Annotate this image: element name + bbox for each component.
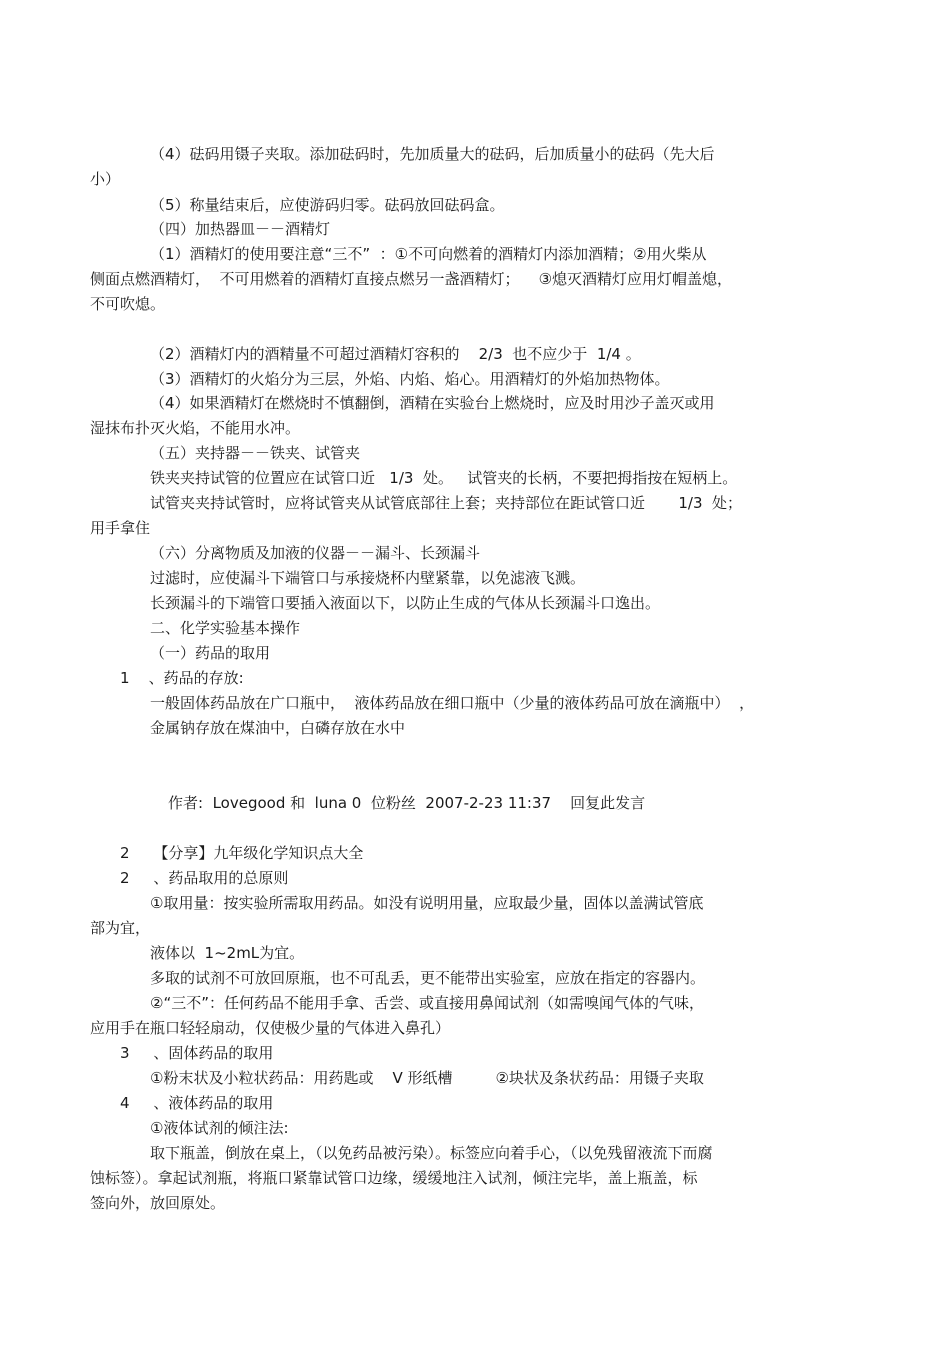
text-line: 过滤时，应使漏斗下端管口与承接烧杯内壁紧靠，以免滤液飞溅。 [150, 569, 586, 587]
text-line: （5）称量结束后，应使游码归零。砝码放回砝码盒。 [150, 196, 505, 214]
text-line: 用手拿住 [90, 519, 151, 537]
text-line: ①取用量：按实验所需取用药品。如没有说明用量，应取最少量，固体以盖满试管底 [150, 894, 704, 912]
text-line: 湿抹布扑灭火焰，不能用水冲。 [90, 419, 301, 437]
text-line: 蚀标签）。拿起试剂瓶，将瓶口紧靠试管口边缘，缓缓地注入试剂，倾注完毕，盖上瓶盖，标 [90, 1169, 698, 1187]
text-line: 多取的试剂不可放回原瓶，也不可乱丢，更不能带出实验室，应放在指定的容器内。 [150, 969, 706, 987]
section-heading: （一）药品的取用 [150, 644, 271, 662]
text-line: 3 、固体药品的取用 [120, 1044, 274, 1062]
text-line: （1）酒精灯的使用要注意“三不” ：①不可向燃着的酒精灯内添加酒精；②用火柴从 [150, 245, 707, 263]
post-title: 2 【分享】九年级化学知识点大全 [120, 844, 364, 862]
text-line: （4）砝码用镊子夹取。添加砝码时，先加质量大的砝码，后加质量小的砝码（先大后 [150, 145, 715, 163]
text-line: 液体以 1~2mL为宜。 [150, 944, 305, 962]
post-author-meta: 作者: Lovegood 和 luna 0 位粉丝 2007-2-23 11:37 回复此发言 [168, 794, 646, 812]
text-line: 长颈漏斗的下端管口要插入液面以下，以防止生成的气体从长颈漏斗口逸出。 [150, 594, 661, 612]
text-line: （3）酒精灯的火焰分为三层，外焰、内焰、焰心。用酒精灯的外焰加热物体。 [150, 370, 670, 388]
text-line: 应用手在瓶口轻轻扇动，仅使极少量的气体进入鼻孔） [90, 1019, 451, 1037]
section-heading: 二、化学实验基本操作 [150, 619, 301, 637]
text-line: 试管夹夹持试管时，应将试管夹从试管底部往上套；夹持部位在距试管口近 1/3 处； [150, 494, 743, 512]
text-line: 部为宜， [90, 919, 151, 937]
text-line: ①粉末状及小粒状药品：用药匙或 V 形纸槽 ②块状及条状药品：用镊子夹取 [150, 1069, 704, 1087]
text-line: 4 、液体药品的取用 [120, 1094, 274, 1112]
text-line: 签向外，放回原处。 [90, 1194, 226, 1212]
text-line: 金属钠存放在煤油中，白磷存放在水中 [150, 719, 406, 737]
section-heading: （四）加热器皿－－酒精灯 [150, 220, 331, 238]
section-heading: （六）分离物质及加液的仪器－－漏斗、长颈漏斗 [150, 544, 481, 562]
text-line: 取下瓶盖，倒放在桌上，（以免药品被污染）。标签应向着手心，（以免残留液流下而腐 [150, 1144, 713, 1162]
text-line: 小） [90, 170, 121, 188]
text-line: 2 、药品取用的总原则 [120, 869, 289, 887]
text-line: 侧面点燃酒精灯， 不可用燃着的酒精灯直接点燃另一盏酒精灯； ③熄灭酒精灯应用灯帽盖熄， [90, 270, 733, 288]
section-heading: （五）夹持器－－铁夹、试管夹 [150, 444, 361, 462]
text-line: 不可吹熄。 [90, 295, 166, 313]
text-line: ①液体试剂的倾注法: [150, 1119, 289, 1137]
text-line: （2）酒精灯内的酒精量不可超过酒精灯容积的 2/3 也不应少于 1/4 。 [150, 345, 641, 363]
text-line: ②“三不”：任何药品不能用手拿、舌尝、或直接用鼻闻试剂（如需嗅闻气体的气味， [150, 994, 704, 1012]
text-line: 铁夹夹持试管的位置应在试管口近 1/3 处。 试管夹的长柄，不要把拇指按在短柄上。 [150, 469, 738, 487]
text-line: 1 、药品的存放: [120, 669, 244, 687]
text-line: 一般固体药品放在广口瓶中， 液体药品放在细口瓶中（少量的液体药品可放在滴瓶中） ， [150, 694, 755, 712]
text-line: （4）如果酒精灯在燃烧时不慎翻倒，酒精在实验台上燃烧时，应及时用沙子盖灭或用 [150, 394, 715, 412]
